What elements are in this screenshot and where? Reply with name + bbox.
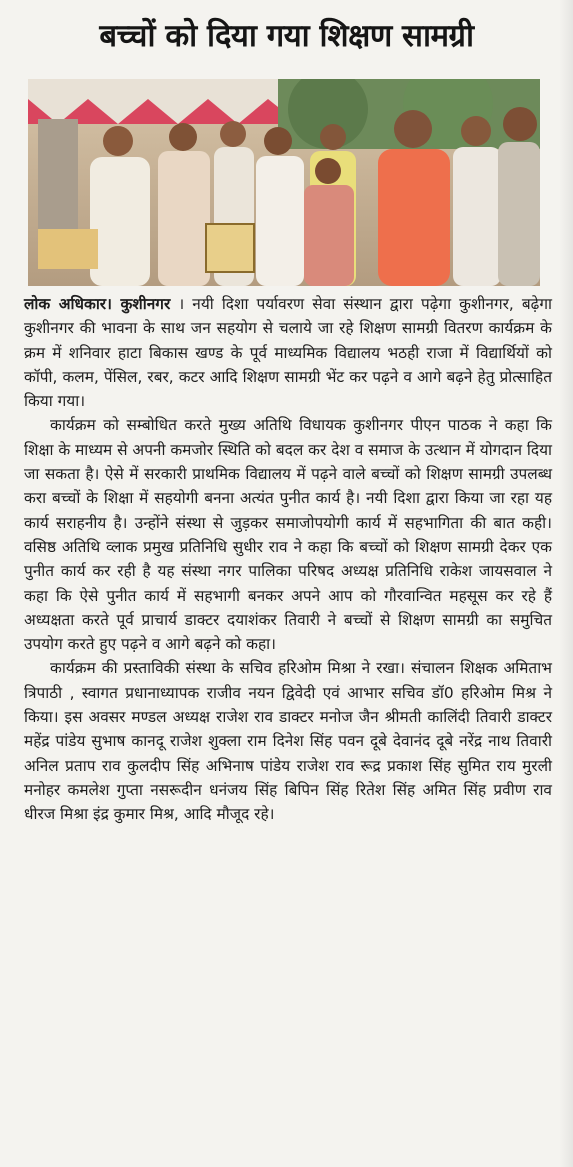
- headline: बच्चों को दिया गया शिक्षण सामग्री: [99, 18, 474, 54]
- event-photo: [28, 79, 540, 286]
- page-edge-shadow: [559, 0, 573, 1167]
- article-paragraph-3: कार्यक्रम की प्रस्ताविकी संस्था के सचिव हरिओम मिश्रा ने रखा। संचालन शिक्षक अमिताभ त्रिपाठी , स्वागत प्रधानाध्यापक राजीव नयन द्विवेदी एवं आभार सचिव डॉ0 हरिओम मिश्र ने किया। इस अवसर मण्डल अध्यक्ष राजेश राव डाक्टर मनोज जैन श्रीमती कालिंदी तिवारी डाक्टर महेंद्र पांडेय सुभाष कानदू राजेश शुक्ला राम दिनेश सिंह पवन दूबे देवानंद दूबे नरेंद्र नाथ तिवारी अनिल प्रताप राव कुलदीप सिंह अभिनाष पांडेय राजेश राव रूद्र प्रकाश सिंह सुमित राय मुरली मनोहर कमलेश गुप्ता नसरूदीन धनंजय सिंह बिपिन सिंह रितेश सिंह अमित सिंह प्रवीण राव धीरज मिश्रा इंद्र कुमार मिश्र, आदि मौजूद रहे।: [24, 659, 552, 824]
- article-paragraph-1: [24, 292, 552, 413]
- article-paragraph-2: कार्यक्रम को सम्बोधित करते मुख्य अतिथि विधायक कुशीनगर पीएन पाठक ने कहा कि शिक्षा के माध्यम से अपनी कमजोर स्थिति को बदल कर देश व समाज के उत्थान में योगदान दिया जा सकता है। ऐसे में सरकारी प्राथमिक विद्यालय में पढ़ने वाले बच्चों को शिक्षण सामग्री उपलब्ध करा बच्चों के शिक्षा में सहयोगी बनना अत्यंत पुनीत कार्य है। नयी दिशा द्वारा किया जा रहा यह कार्य सराहनीय है। उन्होंने संस्था से जुड़कर समाजोपयोगी कार्य में सहभागिता की बात कही। वसिष्ठ अतिथि व्लाक प्रमुख प्रतिनिधि सुधीर राव ने कहा कि बच्चों को शिक्षण सामग्री देकर एक पुनीत कार्य कर रही है यह संस्था नगर पालिका परिषद अध्यक्ष प्रतिनिधि राकेश जायसवाल ने कहा कि ऐसे पुनीत कार्य में सहभागी बनकर अपने आप को गौरवान्वित महसूस कर रहे हैं अध्यक्षता करते पूर्व प्राचार्य डाक्टर दयाशंकर तिवारी ने बच्चों से शिक्षण सामग्री का समुचित उपयोग करते हुए पढ़ने व आगे बढ़ने को कहा।: [24, 416, 552, 654]
- article-body: [24, 292, 552, 827]
- news-photo: [28, 79, 540, 286]
- paragraph-1-text: । नयी दिशा पर्यावरण सेवा संस्थान द्वारा पढ़ेगा कुशीनगर, बढ़ेगा कुशीनगर की भावना के साथ जन सहयोग से चलाये जा रहे शिक्षण सामग्री वितरण कार्यक्रम के क्रम में शनिवार हाटा बिकास खण्ड के पूर्व माध्यमिक विद्यालय भठही राजा में विद्यार्थियों को कॉपी, कलम, पेंसिल, रबर, कटर आदि शिक्षण सामग्री भेंट कर पढ़ने व आगे बढ़ने हेतु प्रोत्साहित किया गया।: [24, 295, 552, 411]
- dateline: लोक अधिकार। कुशीनगर: [24, 295, 171, 313]
